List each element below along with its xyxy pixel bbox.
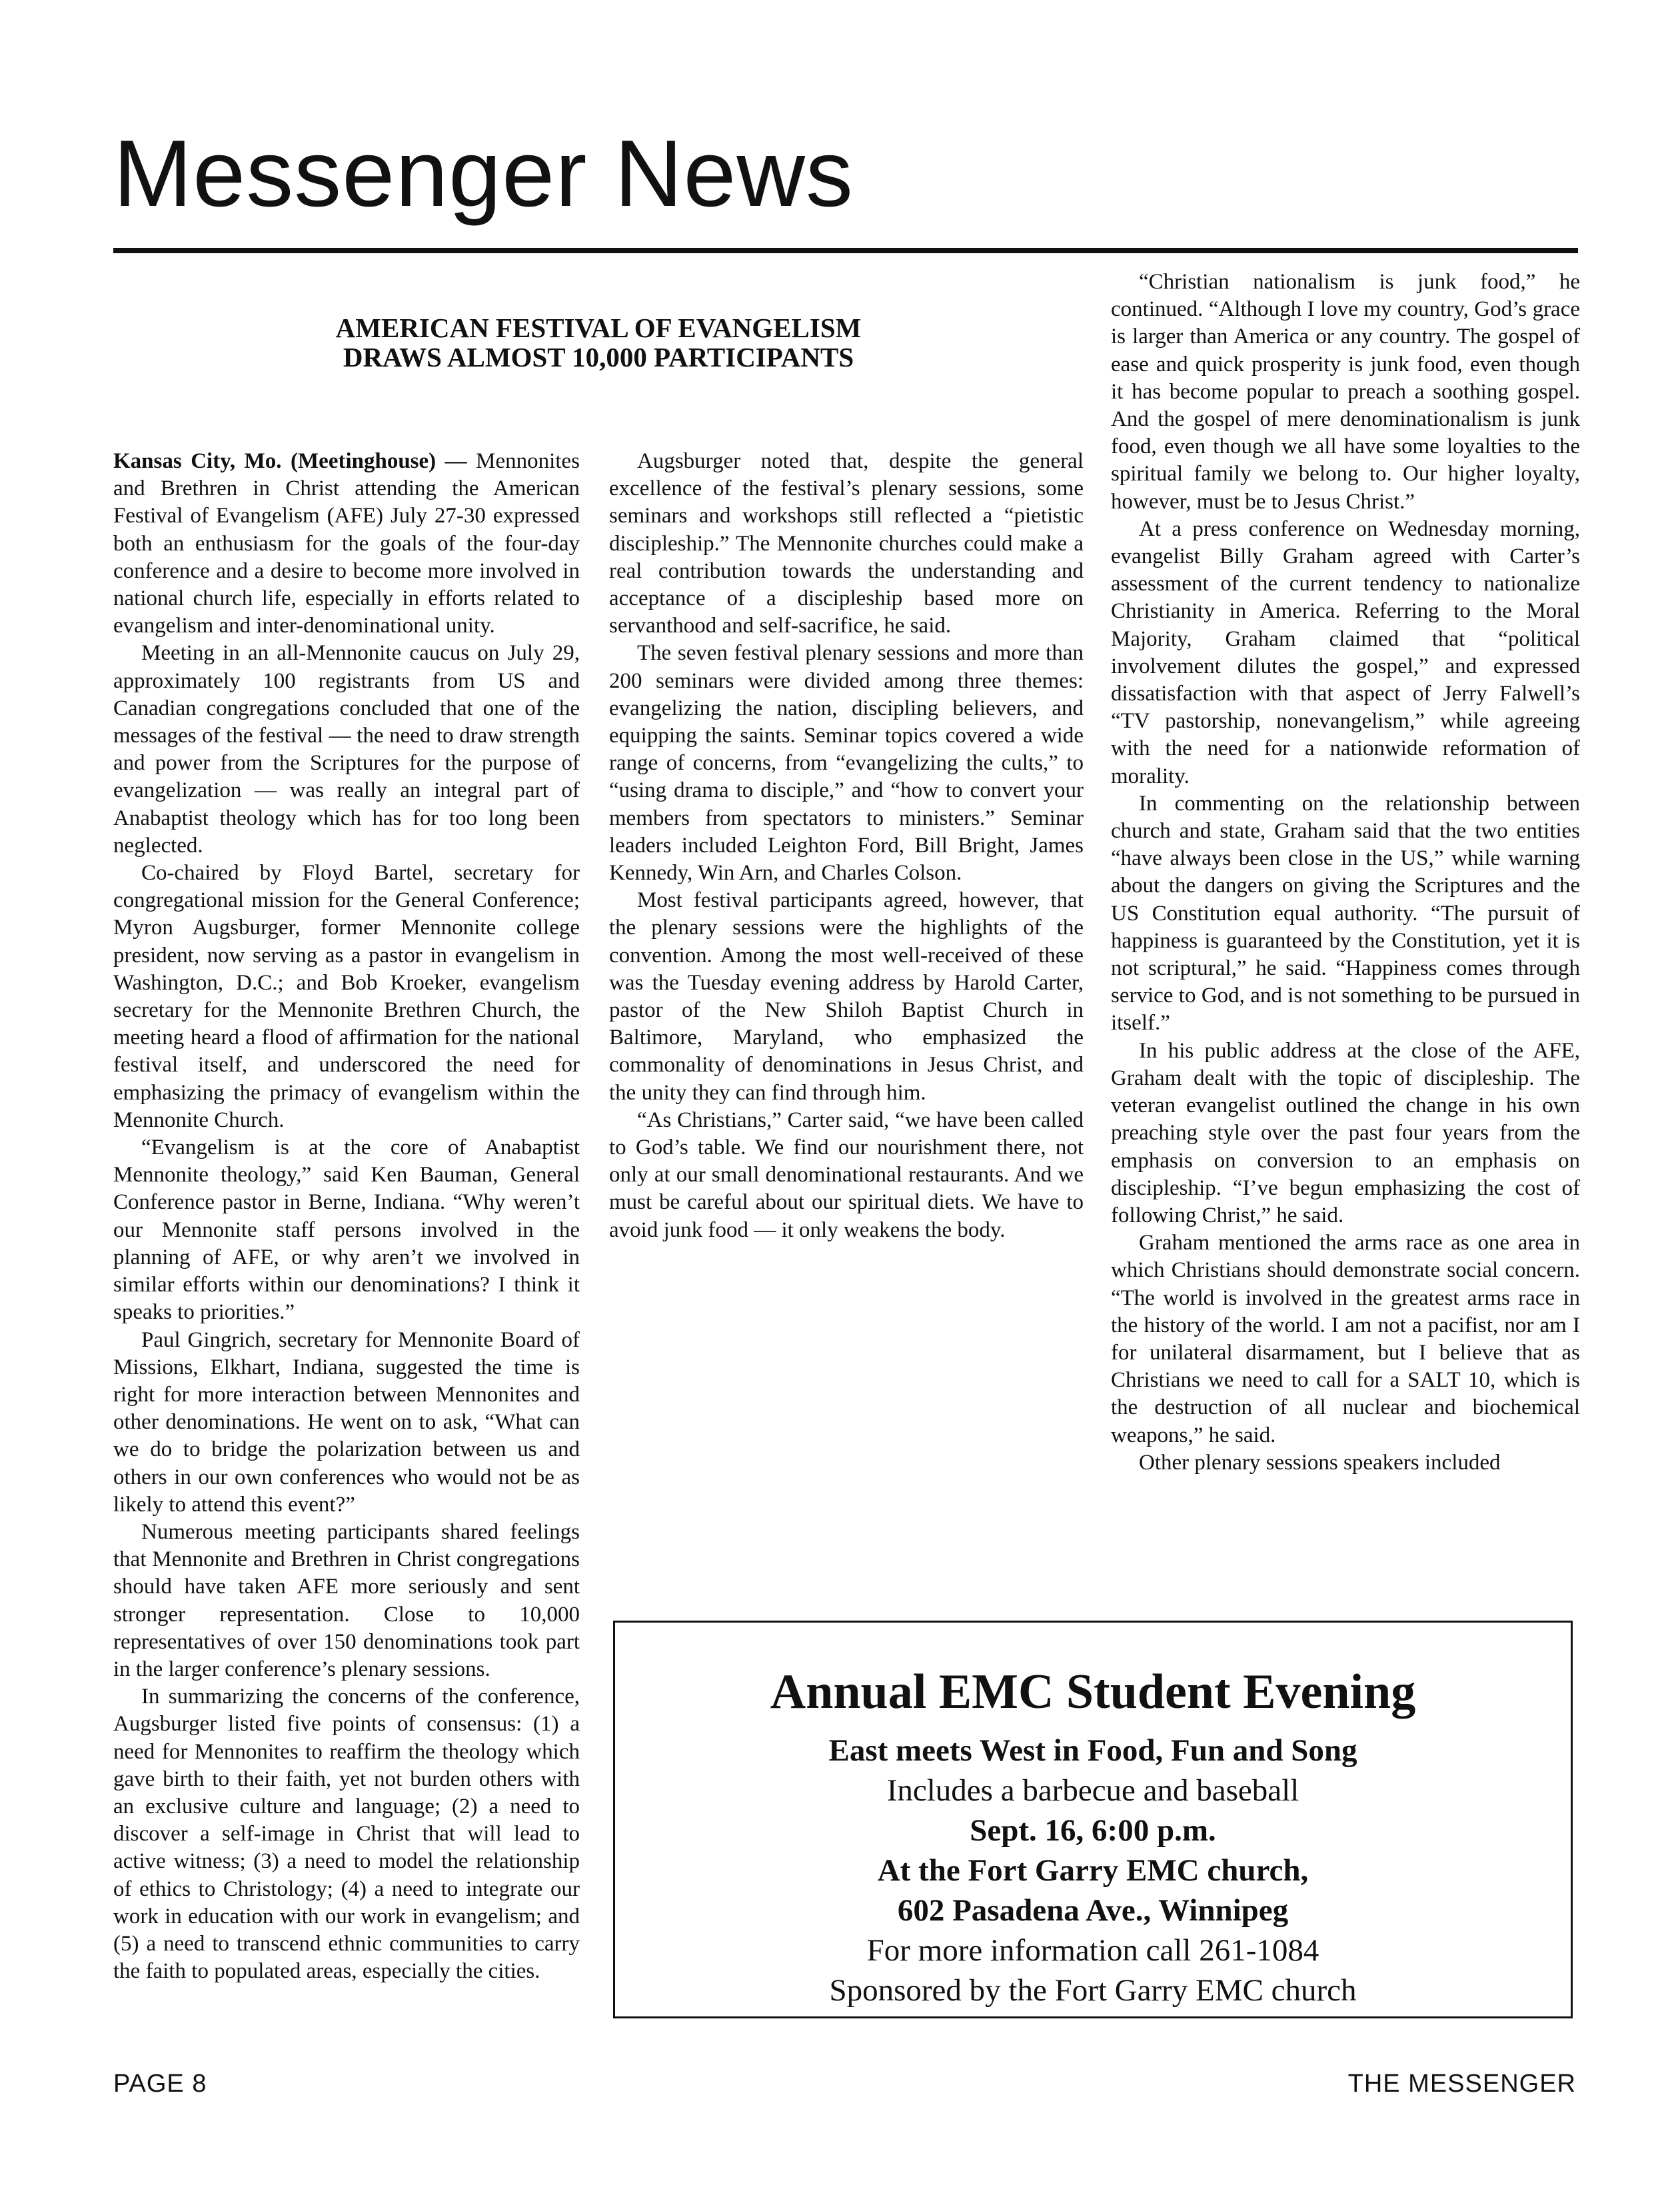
article-paragraph: Most festival participants agreed, however, that the plenary sessions were the highlights of the convention. Among the most well-received of these was the Tuesday evening address by Harold Carter, pastor of the New Shiloh Baptist Church in Baltimore, Maryland, who emphasized the commonality of denominations in Jesus Christ, and the unity they can find through him. xyxy=(609,888,1084,1105)
ad-venue: At the Fort Garry EMC church, xyxy=(877,1853,1309,1888)
masthead-title: Messenger News xyxy=(113,121,854,227)
ad-address: 602 Pasadena Ave., Winnipeg xyxy=(897,1893,1289,1928)
event-advertisement xyxy=(613,1621,1573,2018)
article-paragraph: In commenting on the relationship between church and state, Graham said that the two entities “have always been close in the US,” while warning about the dangers on giving the Scriptures and the US Constitution equal authority. “The pursuit of happiness is guaranteed by the Constitution, yet it is not scriptural,” he said. “Happiness comes through service to God, and is not something to be pursued in itself.” xyxy=(1111,791,1580,1036)
article-paragraph: Other plenary sessions speakers included xyxy=(1139,1450,1501,1475)
publication-name: THE MESSENGER xyxy=(1347,2070,1576,2098)
ad-title: Annual EMC Student Evening xyxy=(770,1665,1416,1719)
ad-description: Includes a barbecue and baseball xyxy=(886,1773,1299,1808)
article-paragraph: “As Christians,” Carter said, “we have been called to God’s table. We find our nourishment there, not only at our small denominational restaurants. And we must be careful about our spiritual diets. We have to avoid junk food — it only weakens the body. xyxy=(609,1107,1084,1242)
article-paragraph: The seven festival plenary sessions and more than 200 seminars were divided among three themes: evangelizing the nation, discipling believers, and equipping the saints. Seminar topics covered a wide range of concerns, from “evangelizing the cults,” to “using drama to disciple,” and “how to convert your members from spectators to ministers.” Seminar leaders included Leighton Ford, Bill Bright, James Kennedy, Win Arn, and Charles Colson. xyxy=(609,641,1084,886)
article-paragraph: Numerous meeting participants shared feelings that Mennonite and Brethren in Christ congregations should have taken AFE more seriously and sent stronger representation. Close to 10,000 representatives of over 150 denominations took part in the larger conference’s plenary sessions. xyxy=(113,1519,580,1681)
article-paragraph: Meeting in an all-Mennonite caucus on July 29, approximately 100 registrants from US and Canadian congregations concluded that one of the messages of the festival — the need to draw strength and power from the Scriptures for the purpose of evangelization — was really an integral part of Anabaptist theology which has for too long been neglected. xyxy=(113,641,580,858)
ad-date: Sept. 16, 6:00 p.m. xyxy=(970,1813,1216,1848)
article-column-3 xyxy=(1111,269,1580,1477)
ad-contact: For more information call 261-1084 xyxy=(866,1933,1319,1968)
article-column-2 xyxy=(609,448,1084,1244)
article-paragraph: In summarizing the concerns of the conference, Augsburger listed five points of consensus: (1) a need for Mennonites to reaffirm the theology which gave birth to their faith, yet not burden others with an exclusive culture and language; (2) a need to discover a self-image in Christ that will lead to active witness; (3) a need to model the relationship of ethics to Christology; (4) a need to integrate our work in education with our work in evangelism; and (5) a need to transcend ethnic communities to carry the faith to populated areas, especially the cities. xyxy=(113,1685,580,1984)
article-headline xyxy=(113,313,1084,372)
article-paragraph: Co-chaired by Floyd Bartel, secretary for congregational mission for the General Conference; Myron Augsburger, former Mennonite college president, now serving as a pastor in evangelism in Washington, D.C.; and Bob Kroeker, evangelism secretary for the Mennonite Brethren Church, the meeting heard a flood of affirmation for the national festival itself, and underscored the need for emphasizing the primacy of evangelism within the Mennonite Church. xyxy=(113,861,580,1132)
masthead-rule xyxy=(113,248,1578,253)
article-dateline: Kansas City, Mo. (Meetinghouse) — xyxy=(113,449,467,473)
article-paragraph: At a press conference on Wednesday morning, evangelist Billy Graham agreed with Carter’s assessment of the current tendency to nationalize Christianity in America. Referring to the Moral Majority, Graham claimed that “political involvement dilutes the gospel,” and expressed dissatisfaction with that aspect of Jerry Falwell’s “TV pastorship, nonevangelism,” while agreeing with the need for a nationwide reformation of morality. xyxy=(1111,516,1580,788)
article-paragraph: “Evangelism is at the core of Anabaptist Mennonite theology,” said Ken Bauman, General Conference pastor in Berne, Indiana. “Why weren’t our Mennonite staff persons involved in the planning of AFE, or why aren’t we involved in similar efforts within our denominations? I think it speaks to priorities.” xyxy=(113,1135,580,1325)
article-paragraph: Kansas City, Mo. (Meetinghouse) — Mennonites and Brethren in Christ attending the American Festival of Evangelism (AFE) July 27-30 expressed both an enthusiasm for the goals of the four-day conference and a desire to become more involved in national church life, especially in efforts related to evangelism and inter-denominational unity. xyxy=(113,449,580,638)
headline-line-1: AMERICAN FESTIVAL OF EVANGELISM xyxy=(335,313,862,343)
ad-subtitle: East meets West in Food, Fun and Song xyxy=(828,1733,1357,1768)
article-paragraph: Paul Gingrich, secretary for Mennonite Board of Missions, Elkhart, Indiana, suggested the time is right for more interaction between Mennonites and other denominations. He went on to ask, “What can we do to bridge the polarization between us and others in our own conferences who would not be as likely to attend this event?” xyxy=(113,1327,580,1517)
article-column-1 xyxy=(113,448,580,1985)
headline-line-2: DRAWS ALMOST 10,000 PARTICIPANTS xyxy=(343,342,854,372)
page-number: PAGE 8 xyxy=(113,2070,207,2098)
article-paragraph: In his public address at the close of the AFE, Graham dealt with the topic of discipleship. The veteran evangelist outlined the change in his own preaching style over the past four years from the emphasis on conversion to an emphasis on discipleship. “I’ve begun emphasizing the cost of following Christ,” he said. xyxy=(1111,1038,1580,1227)
article-paragraph: Augsburger noted that, despite the general excellence of the festival’s plenary sessions, some seminars and workshops still reflected a “pietistic discipleship.” The Mennonite churches could make a real contribution towards the understanding and acceptance of a discipleship based more on servanthood and self-sacrifice, he said. xyxy=(609,449,1084,638)
article-paragraph: Graham mentioned the arms race as one area in which Christians should demonstrate social concern. “The world is involved in the greatest arms race in the history of the world. I am not a pacifist, nor am I for unilateral disarmament, but I believe that as Christians we need to call for a SALT 10, which is the destruction of all nuclear and biochemical weapons,” he said. xyxy=(1111,1231,1580,1447)
ad-sponsor: Sponsored by the Fort Garry EMC church xyxy=(829,1973,1357,2008)
article-paragraph: “Christian nationalism is junk food,” he continued. “Although I love my country, God’s grace is larger than America or any country. The gospel of ease and quick prosperity is junk food, even though it has become popular to preach a soothing gospel. And the gospel of mere denominationalism is junk food, even though we all have some loyalties to the spiritual family we belong to. Our higher loyalty, however, must be to Jesus Christ.” xyxy=(1111,270,1580,514)
